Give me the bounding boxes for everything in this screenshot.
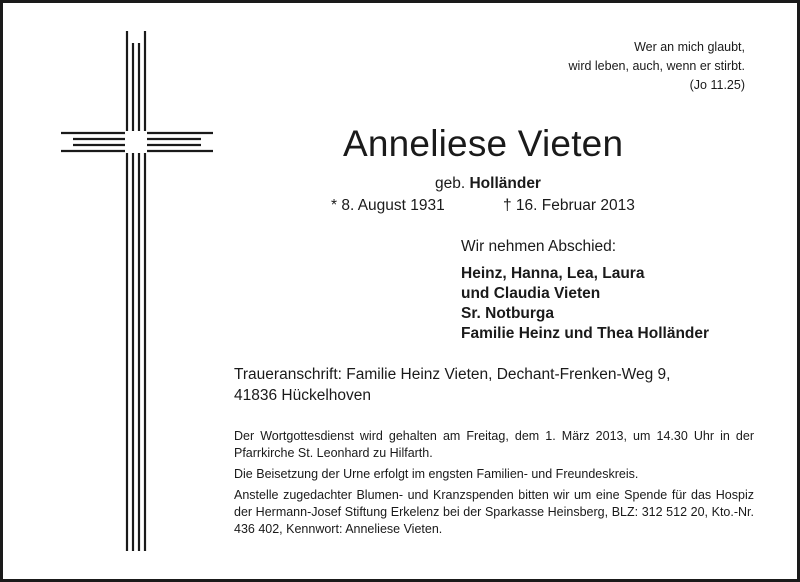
deceased-name: Anneliese Vieten xyxy=(343,123,624,164)
bible-verse xyxy=(569,38,745,95)
farewell-heading: Wir nehmen Abschied: xyxy=(461,238,617,255)
cross-icon xyxy=(61,31,213,551)
maiden-name-line xyxy=(435,175,541,193)
address-line-1: Traueranschrift: Familie Heinz Vieten, Dechant-Frenken-Weg 9, xyxy=(234,366,671,383)
verse-reference: (Jo 11.25) xyxy=(689,78,745,92)
service-info: Der Wortgottesdienst wird gehalten am Freitag, dem 1. März 2013, um 14.30 Uhr in der Pfarrkirche St. Leonhard zu Hilfarth. xyxy=(234,429,754,460)
mourner-line: Heinz, Hanna, Lea, Laura xyxy=(461,265,645,282)
mourners-list xyxy=(461,264,709,344)
death-date: † 16. Februar 2013 xyxy=(503,197,635,214)
donation-info: Anstelle zugedachter Blumen- und Kranzspenden bitten wir um eine Spende für das Hospiz der Hermann-Josef Stiftung Erkelenz bei der Sparkasse Heinsberg, BLZ: 312 512 20, Kto.-Nr. 436 402, Kennwort: Anneliese Vieten. xyxy=(234,488,754,536)
maiden-name: Holländer xyxy=(469,175,541,192)
mourning-address xyxy=(234,364,764,406)
birth-date: * 8. August 1931 xyxy=(331,197,445,214)
nee-prefix: geb. xyxy=(435,175,466,192)
service-details xyxy=(234,428,754,542)
mourner-line: Sr. Notburga xyxy=(461,305,555,322)
mourner-line: Familie Heinz und Thea Holländer xyxy=(461,325,710,342)
mourner-line: und Claudia Vieten xyxy=(461,285,601,302)
verse-line-2: wird leben, auch, wenn er stirbt. xyxy=(568,59,745,73)
verse-line-1: Wer an mich glaubt, xyxy=(634,40,745,54)
burial-info: Die Beisetzung der Urne erfolgt im engsten Familien- und Freundeskreis. xyxy=(234,467,639,481)
address-line-2: 41836 Hückelhoven xyxy=(234,387,372,404)
